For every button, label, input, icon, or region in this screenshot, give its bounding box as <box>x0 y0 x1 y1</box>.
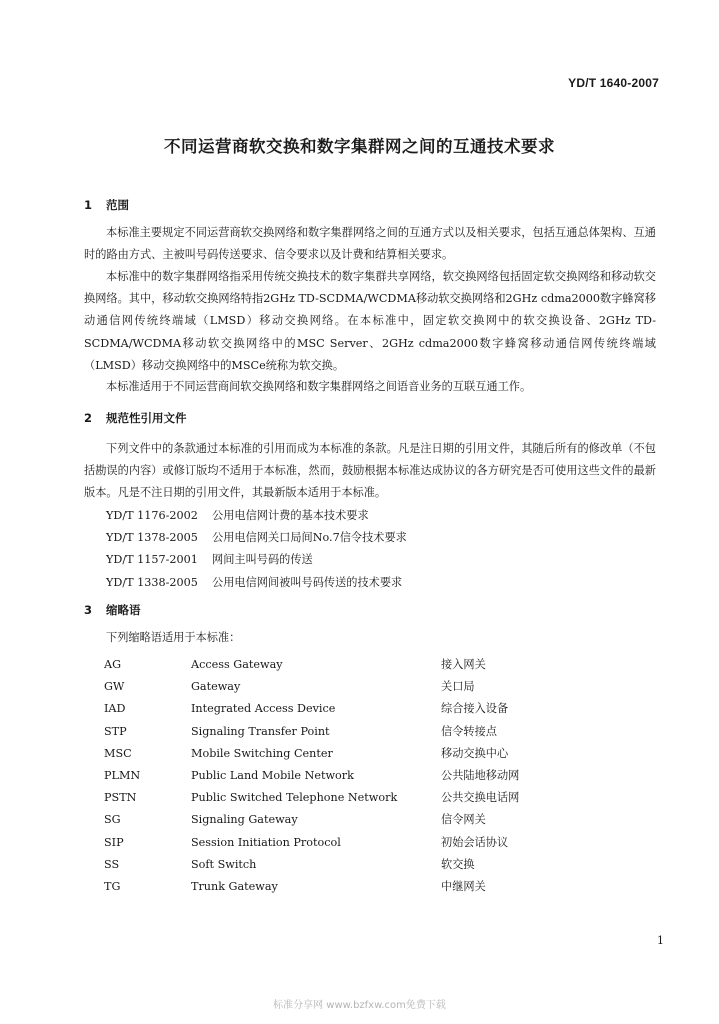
section-2-heading <box>84 410 187 426</box>
document-title: 不同运营商软交换和数字集群网之间的互通技术要求 <box>164 137 555 156</box>
watermark-text: 标准分享网 www.bzfxw.com免费下载 <box>273 1000 446 1011</box>
abbreviation-term: STP <box>104 724 127 738</box>
abbreviation-chinese: 初始会话协议 <box>441 835 509 849</box>
abbreviation-chinese: 公共交换电话网 <box>441 791 520 805</box>
abbreviation-term: PSTN <box>104 791 137 805</box>
paragraph: 本标准中的数字集群网络指采用传统交换技术的数字集群共享网络，软交换网络包括固定软交换网络和移动软交换网络。其中，移动软交换网络特指2GHz TD-SCDMA/WCDMA移动软交换网络和2GHz cdma2000数字蜂窝移动通信网传统终端域（LMSD）移动交换网络。在本标准中，固定软交换网中的软交换设备、2GHz TD-SCDMA/WCDMA移动软交换网络中的MSC Server、2GHz cdma2000数字蜂窝移动通信网传统终端域（LMSD）移动交换网络中的MSCe统称为软交换。 <box>84 270 656 372</box>
abbreviation-english: Signaling Gateway <box>191 813 298 827</box>
abbreviation-chinese: 接入网关 <box>441 658 486 671</box>
reference-title: 公用电信网间被叫号码传送的技术要求 <box>212 575 403 589</box>
section-number: 1 <box>84 198 93 212</box>
abbreviation-chinese: 信令转接点 <box>441 724 497 738</box>
paragraph: 本标准适用于不同运营商间软交换网络和数字集群网络之间语音业务的互联互通工作。 <box>106 380 532 393</box>
reference-item <box>106 505 407 527</box>
section-title: 范围 <box>106 198 129 212</box>
abbreviation-english: Access Gateway <box>191 658 283 671</box>
reference-item <box>106 549 407 571</box>
abbreviation-english: Session Initiation Protocol <box>191 835 341 849</box>
abbreviation-chinese: 移动交换中心 <box>441 746 509 760</box>
reference-item <box>106 572 407 594</box>
abbreviation-english: Public Land Mobile Network <box>191 768 354 782</box>
abbreviation-term: MSC <box>104 746 132 760</box>
section-title: 缩略语 <box>106 603 141 617</box>
abbreviation-chinese: 公共陆地移动网 <box>441 768 520 782</box>
abbreviations-intro: 下列缩略语适用于本标准： <box>106 631 241 644</box>
section-number: 2 <box>84 411 93 425</box>
abbreviation-term: TG <box>104 879 121 893</box>
abbreviation-chinese: 软交换 <box>441 857 475 871</box>
abbreviation-term: SIP <box>104 835 124 849</box>
page-number: 1 <box>657 934 664 947</box>
reference-title: 公用电信网计费的基本技术要求 <box>212 509 369 522</box>
reference-code: YD/T 1378-2005 <box>106 531 198 545</box>
paragraph: 下列文件中的条款通过本标准的引用而成为本标准的条款。凡是注日期的引用文件，其随后所有的修改单（不包括勘误的内容）或修订版均不适用于本标准，然而，鼓励根据本标准达成协议的各方研究是否可使用这些文件的最新版本。凡是不注日期的引用文件，其最新版本适用于本标准。 <box>84 442 656 500</box>
abbreviation-chinese: 中继网关 <box>441 879 486 893</box>
abbreviation-term: GW <box>104 680 125 694</box>
abbreviation-english: Public Switched Telephone Network <box>191 791 398 805</box>
abbreviation-english: Integrated Access Device <box>191 702 336 716</box>
section-3-heading <box>84 602 141 618</box>
abbreviation-term: SS <box>104 857 120 871</box>
section-title: 规范性引用文件 <box>106 411 187 425</box>
reference-list <box>106 505 407 594</box>
abbreviation-english: Trunk Gateway <box>191 879 278 893</box>
reference-code: YD/T 1157-2001 <box>106 553 198 567</box>
abbreviation-term: SG <box>104 813 121 827</box>
abbreviation-chinese: 关口局 <box>441 680 475 694</box>
section-number: 3 <box>84 603 93 617</box>
reference-title: 公用电信网关口局间No.7信令技术要求 <box>212 531 407 545</box>
section-1-heading <box>84 197 129 213</box>
abbreviation-english: Mobile Switching Center <box>191 746 333 760</box>
abbreviation-chinese: 信令网关 <box>441 813 486 827</box>
reference-code: YD/T 1176-2002 <box>106 509 198 522</box>
abbreviation-english: Gateway <box>191 680 241 694</box>
abbreviation-english: Signaling Transfer Point <box>191 724 330 738</box>
abbreviation-chinese: 综合接入设备 <box>441 702 509 716</box>
abbreviation-term: IAD <box>104 702 126 716</box>
reference-code: YD/T 1338-2005 <box>106 575 198 589</box>
abbreviation-term: AG <box>104 658 122 671</box>
paragraph: 本标准主要规定不同运营商软交换网络和数字集群网络之间的互通方式以及相关要求，包括互通总体架构、互通时的路由方式、主被叫号码传送要求、信令要求以及计费和结算相关要求。 <box>84 226 656 262</box>
reference-title: 网间主叫号码的传送 <box>212 553 313 567</box>
abbreviation-english: Soft Switch <box>191 857 257 871</box>
reference-item <box>106 527 407 549</box>
standard-code: YD/T 1640-2007 <box>568 76 659 90</box>
abbreviation-term: PLMN <box>104 768 141 782</box>
